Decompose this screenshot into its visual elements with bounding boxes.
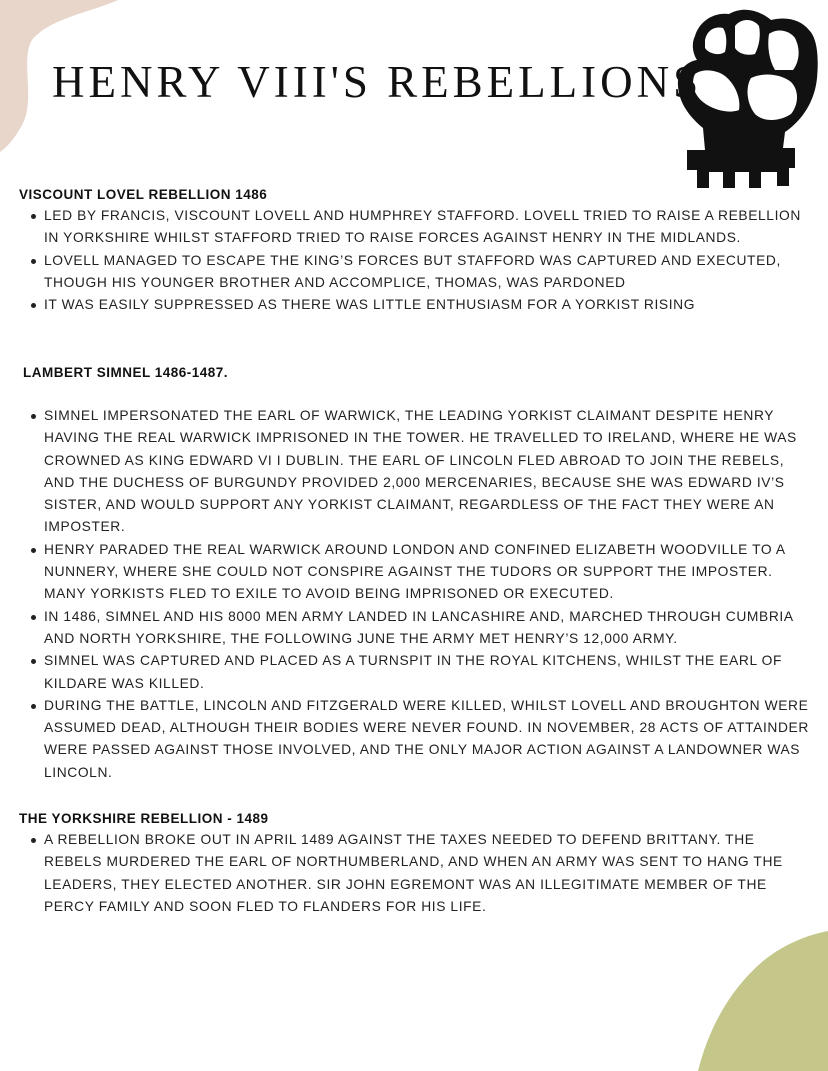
section-viscount-lovel-rebellion bbox=[19, 185, 809, 316]
section-heading: LAMBERT SIMNEL 1486-1487. bbox=[23, 365, 229, 380]
section-heading: THE YORKSHIRE REBELLION - 1489 bbox=[19, 811, 269, 826]
bullet-list bbox=[19, 405, 813, 784]
list-item: LOVELL MANAGED TO ESCAPE THE KING’S FORCES BUT STAFFORD WAS CAPTURED AND EXECUTED, THOUGH HIS YOUNGER BROTHER AND ACCOMPLICE, THOMAS, WAS PARDONED bbox=[19, 250, 809, 295]
section-yorkshire-rebellion bbox=[19, 809, 809, 918]
list-item: DURING THE BATTLE, LINCOLN AND FITZGERALD WERE KILLED, WHILST LOVELL AND BROUGHTON WERE ASSUMED DEAD, ALTHOUGH THEIR BODIES WERE NEVER FOUND. IN NOVEMBER, 28 ACTS OF ATTAINDER WERE PASSED AGAINST THOSE INVOLVED, AND THE ONLY MAJOR ACTION AGAINST A LANDOWNER WAS LINCOLN. bbox=[19, 695, 813, 784]
list-item: HENRY PARADED THE REAL WARWICK AROUND LONDON AND CONFINED ELIZABETH WOODVILLE TO A NUNNERY, WHERE SHE COULD NOT CONSPIRE AGAINST THE TUDORS OR SUPPORT THE IMPOSTER. MANY YORKISTS FLED TO EXILE TO AVOID BEING IMPRISONED OR EXECUTED. bbox=[19, 539, 813, 606]
list-item: A REBELLION BROKE OUT IN APRIL 1489 AGAINST THE TAXES NEEDED TO DEFEND BRITTANY. THE REBELS MURDERED THE EARL OF NORTHUMBERLAND, AND WHEN AN ARMY WAS SENT TO HANG THE LEADERS, THEY ELECTED ANOTHER. SIR JOHN EGREMONT WAS AN ILLEGITIMATE MEMBER OF THE PERCY FAMILY AND SOON FLED TO FLANDERS FOR HIS LIFE. bbox=[19, 829, 809, 918]
list-item: IT WAS EASILY SUPPRESSED AS THERE WAS LITTLE ENTHUSIASM FOR A YORKIST RISING bbox=[19, 294, 809, 316]
decorative-blob-bottom-right bbox=[698, 931, 828, 1071]
list-item: LED BY FRANCIS, VISCOUNT LOVELL AND HUMPHREY STAFFORD. LOVELL TRIED TO RAISE A REBELLION IN YORKSHIRE WHILST STAFFORD TRIED TO RAISE FORCES AGAINST HENRY IN THE MIDLANDS. bbox=[19, 205, 809, 250]
section-heading: VISCOUNT LOVEL REBELLION 1486 bbox=[19, 187, 268, 202]
page-title: HENRY VIII'S REBELLIONS bbox=[52, 57, 703, 107]
section-lambert-simnel bbox=[23, 363, 813, 784]
bullet-list bbox=[19, 205, 809, 316]
list-item: SIMNEL WAS CAPTURED AND PLACED AS A TURNSPIT IN THE ROYAL KITCHENS, WHILST THE EARL OF KILDARE WAS KILLED. bbox=[19, 650, 813, 695]
bullet-list bbox=[19, 829, 809, 918]
list-item: SIMNEL IMPERSONATED THE EARL OF WARWICK, THE LEADING YORKIST CLAIMANT DESPITE HENRY HAVING THE REAL WARWICK IMPRISONED IN THE TOWER. HE TRAVELLED TO IRELAND, WHERE HE WAS CROWNED AS KING EDWARD VI I DUBLIN. THE EARL OF LINCOLN FLED ABROAD TO JOIN THE REBELS, AND THE DUCHESS OF BURGUNDY PROVIDED 2,000 MERCENARIES, BECAUSE SHE WAS EDWARD IV’S SISTER, AND WOULD SUPPORT ANY YORKIST CLAIMANT, REGARDLESS OF THE FACT THEY WERE AN IMPOSTER. bbox=[19, 405, 813, 539]
list-item: IN 1486, SIMNEL AND HIS 8000 MEN ARMY LANDED IN LANCASHIRE AND, MARCHED THROUGH CUMBRIA AND NORTH YORKSHIRE, THE FOLLOWING JUNE THE ARMY MET HENRY’S 12,000 ARMY. bbox=[19, 606, 813, 651]
